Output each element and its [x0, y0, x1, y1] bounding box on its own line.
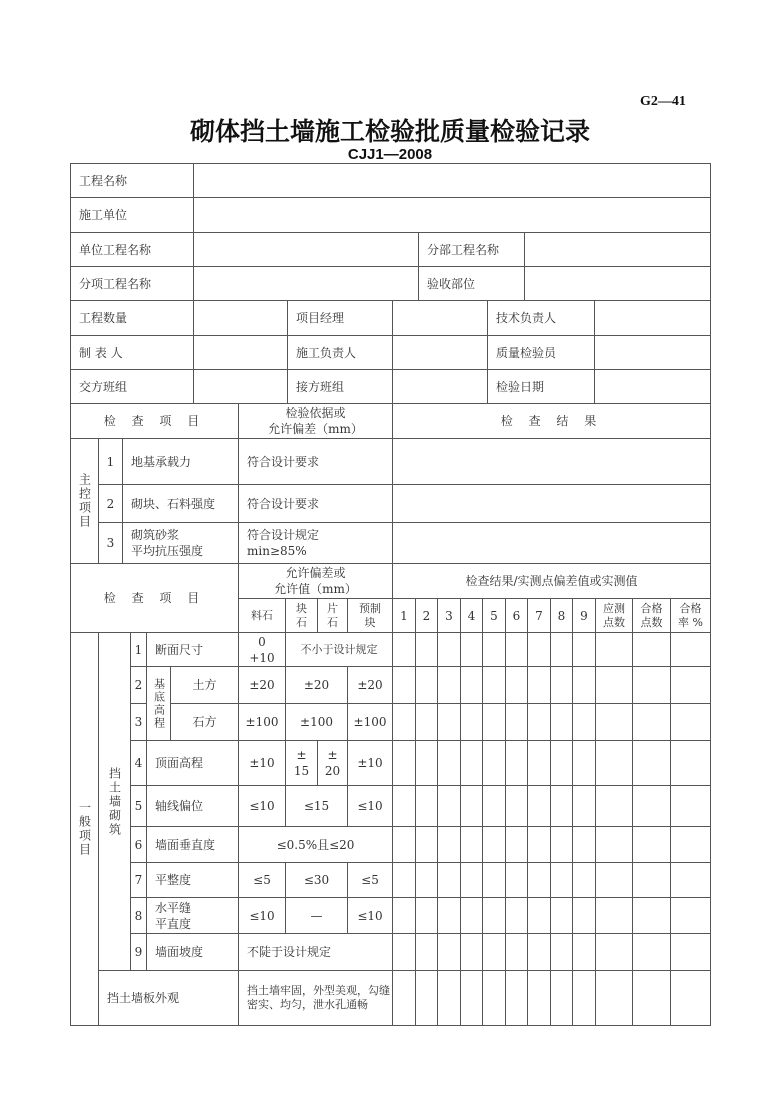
result-cell[interactable]	[437, 862, 461, 898]
result-cell[interactable]	[437, 826, 461, 863]
main-control-group-label: 主控项目	[70, 438, 99, 564]
result-cell[interactable]	[415, 970, 438, 1026]
result-cell[interactable]	[572, 740, 596, 786]
result-cell[interactable]	[415, 933, 438, 971]
result-cell[interactable]	[550, 826, 573, 863]
tol-value: ≤5	[238, 862, 286, 898]
main-control-row-item: 地基承载力	[122, 438, 239, 485]
result-cell[interactable]	[527, 666, 551, 704]
result-cell[interactable]	[572, 933, 596, 971]
result-cell[interactable]	[482, 740, 506, 786]
result-cell[interactable]	[632, 632, 671, 667]
result-cell[interactable]	[460, 632, 483, 667]
general-row-item: 石方	[170, 703, 239, 741]
result-cell[interactable]	[595, 826, 633, 863]
sub-project-field[interactable]	[524, 232, 711, 267]
tol-value: ±20	[238, 666, 286, 704]
result-cell[interactable]	[460, 703, 483, 741]
main-control-row-basis: 符合设计要求	[238, 484, 393, 523]
main-control-row-no: 1	[98, 438, 123, 485]
result-cell[interactable]	[632, 933, 671, 971]
unit-project-label: 单位工程名称	[70, 232, 194, 267]
result-cell[interactable]	[415, 826, 438, 863]
tol-value: 不陡于设计规定	[238, 933, 393, 971]
result-cell[interactable]	[670, 666, 711, 704]
result-cell[interactable]	[572, 826, 596, 863]
preparer-field[interactable]	[193, 335, 288, 370]
general-subgroup-label: 挡土墙砌筑	[98, 632, 131, 971]
result-cell[interactable]	[392, 703, 416, 741]
tol-value: ±10	[347, 740, 393, 786]
general-row-item: 轴线偏位	[146, 785, 239, 827]
result-cell[interactable]	[392, 933, 416, 971]
point-col-header: 5	[482, 598, 506, 633]
tol-value: ±10	[238, 740, 286, 786]
result-cell[interactable]	[482, 703, 506, 741]
main-control-row-result[interactable]	[392, 522, 711, 564]
general-row-no: 1	[130, 632, 147, 667]
receiver-team-field[interactable]	[392, 369, 488, 404]
result-cell[interactable]	[527, 933, 551, 971]
result-cell[interactable]	[550, 740, 573, 786]
result-cell[interactable]	[415, 785, 438, 827]
result-cell[interactable]	[505, 826, 528, 863]
stat-col-header: 应测 点数	[595, 598, 633, 633]
inspection-date-label: 检验日期	[487, 369, 595, 404]
result-cell[interactable]	[505, 933, 528, 971]
result-cell[interactable]	[392, 785, 416, 827]
result-cell[interactable]	[550, 785, 573, 827]
result-cell[interactable]	[550, 933, 573, 971]
result-cell[interactable]	[437, 970, 461, 1026]
tol-value: 0 +10	[238, 632, 286, 667]
stat-col-header: 合格 点数	[632, 598, 671, 633]
result-cell[interactable]	[572, 632, 596, 667]
result-cell[interactable]	[632, 740, 671, 786]
result-cell[interactable]	[527, 970, 551, 1026]
tol-value: —	[285, 897, 348, 934]
point-col-header: 9	[572, 598, 596, 633]
project-name-field[interactable]	[193, 163, 711, 198]
general-row-no: 7	[130, 862, 147, 898]
result-cell[interactable]	[482, 862, 506, 898]
acceptance-part-label: 验收部位	[418, 266, 525, 301]
item-project-field[interactable]	[193, 266, 419, 301]
construction-lead-label: 施工负责人	[287, 335, 393, 370]
tol-value: ≤10	[238, 897, 286, 934]
result-cell[interactable]	[460, 826, 483, 863]
contractor-field[interactable]	[193, 197, 711, 233]
acceptance-part-field[interactable]	[524, 266, 711, 301]
result-cell[interactable]	[595, 632, 633, 667]
general-row-item: 墙面垂直度	[146, 826, 239, 863]
result-cell[interactable]	[670, 826, 711, 863]
result-cell[interactable]	[460, 666, 483, 704]
result-cell[interactable]	[632, 897, 671, 934]
material-col-header: 预制 块	[347, 598, 393, 633]
result-cell[interactable]	[437, 933, 461, 971]
result-cell[interactable]	[415, 862, 438, 898]
result-cell[interactable]	[572, 703, 596, 741]
appearance-label: 挡土墙板外观	[98, 970, 239, 1026]
point-col-header: 7	[527, 598, 551, 633]
result-cell[interactable]	[550, 632, 573, 667]
result-cell[interactable]	[595, 785, 633, 827]
general-row-no: 2	[130, 666, 147, 704]
result-cell[interactable]	[595, 666, 633, 704]
main-control-row-no: 2	[98, 484, 123, 523]
qc-inspector-field[interactable]	[594, 335, 711, 370]
result-cell[interactable]	[505, 666, 528, 704]
sub-project-label: 分部工程名称	[418, 232, 525, 267]
result-cell[interactable]	[392, 740, 416, 786]
result-cell[interactable]	[392, 897, 416, 934]
general-header-item: 检 查 项 目	[70, 563, 239, 633]
result-cell[interactable]	[550, 862, 573, 898]
result-cell[interactable]	[632, 862, 671, 898]
result-cell[interactable]	[632, 666, 671, 704]
result-cell[interactable]	[505, 785, 528, 827]
tol-value: ≤0.5%且≤20	[238, 826, 393, 863]
result-cell[interactable]	[415, 740, 438, 786]
item-project-label: 分项工程名称	[70, 266, 194, 301]
result-cell[interactable]	[670, 785, 711, 827]
result-cell[interactable]	[392, 632, 416, 667]
result-cell[interactable]	[460, 933, 483, 971]
result-cell[interactable]	[437, 897, 461, 934]
result-cell[interactable]	[460, 862, 483, 898]
result-cell[interactable]	[437, 632, 461, 667]
result-cell[interactable]	[437, 703, 461, 741]
tol-value: ≤15	[285, 785, 348, 827]
result-cell[interactable]	[482, 666, 506, 704]
appearance-basis: 挡土墙牢固，外型美观，勾缝密实、均匀，泄水孔通畅	[238, 970, 393, 1026]
quantity-field[interactable]	[193, 300, 288, 336]
point-col-header: 8	[550, 598, 573, 633]
result-cell[interactable]	[572, 897, 596, 934]
result-cell[interactable]	[415, 666, 438, 704]
result-cell[interactable]	[670, 897, 711, 934]
result-cell[interactable]	[670, 632, 711, 667]
result-cell[interactable]	[460, 897, 483, 934]
result-cell[interactable]	[527, 897, 551, 934]
result-cell[interactable]	[572, 970, 596, 1026]
result-cell[interactable]	[572, 862, 596, 898]
result-cell[interactable]	[460, 970, 483, 1026]
result-cell[interactable]	[505, 632, 528, 667]
general-row-no: 3	[130, 703, 147, 741]
tol-value: ± 20	[317, 740, 348, 786]
general-row-item: 平整度	[146, 862, 239, 898]
contractor-label: 施工单位	[70, 197, 194, 233]
result-cell[interactable]	[437, 666, 461, 704]
general-header-result: 检查结果/实测点偏差值或实测值	[392, 563, 711, 599]
result-cell[interactable]	[392, 970, 416, 1026]
main-control-header-item: 检 查 项 目	[70, 403, 239, 439]
general-row-item: 水平缝 平直度	[146, 897, 239, 934]
result-cell[interactable]	[595, 862, 633, 898]
general-row-no: 8	[130, 897, 147, 934]
tech-lead-label: 技术负责人	[487, 300, 595, 336]
result-cell[interactable]	[527, 862, 551, 898]
result-cell[interactable]	[670, 862, 711, 898]
tol-value: ±20	[347, 666, 393, 704]
general-row-item: 顶面高程	[146, 740, 239, 786]
main-control-row-item: 砌筑砂浆 平均抗压强度	[122, 522, 239, 564]
result-cell[interactable]	[415, 703, 438, 741]
base-elevation-label: 基底高程	[146, 666, 171, 741]
result-cell[interactable]	[392, 862, 416, 898]
material-col-header: 片 石	[317, 598, 348, 633]
result-cell[interactable]	[572, 666, 596, 704]
point-col-header: 2	[415, 598, 438, 633]
result-cell[interactable]	[437, 740, 461, 786]
result-cell[interactable]	[437, 785, 461, 827]
tol-value: ≤10	[347, 785, 393, 827]
tol-value: 不小于设计规定	[285, 632, 393, 667]
handover-team-label: 交方班组	[70, 369, 194, 404]
general-row-no: 9	[130, 933, 147, 971]
result-cell[interactable]	[670, 933, 711, 971]
result-cell[interactable]	[460, 740, 483, 786]
main-control-row-no: 3	[98, 522, 123, 564]
main-control-row-basis: 符合设计规定 min≥85%	[238, 522, 393, 564]
point-col-header: 3	[437, 598, 461, 633]
result-cell[interactable]	[527, 740, 551, 786]
result-cell[interactable]	[527, 632, 551, 667]
result-cell[interactable]	[482, 785, 506, 827]
result-cell[interactable]	[415, 632, 438, 667]
general-row-no: 6	[130, 826, 147, 863]
result-cell[interactable]	[527, 826, 551, 863]
result-cell[interactable]	[550, 703, 573, 741]
result-cell[interactable]	[505, 897, 528, 934]
result-cell[interactable]	[550, 897, 573, 934]
result-cell[interactable]	[527, 703, 551, 741]
project-name-label: 工程名称	[70, 163, 194, 198]
point-col-header: 1	[392, 598, 416, 633]
general-row-item: 墙面坡度	[146, 933, 239, 971]
result-cell[interactable]	[632, 703, 671, 741]
result-cell[interactable]	[670, 970, 711, 1026]
construction-lead-field[interactable]	[392, 335, 488, 370]
receiver-team-label: 接方班组	[287, 369, 393, 404]
main-control-row-basis: 符合设计要求	[238, 438, 393, 485]
result-cell[interactable]	[595, 740, 633, 786]
tol-value: ± 15	[285, 740, 318, 786]
stat-col-header: 合格 率 %	[670, 598, 711, 633]
tol-value: ±100	[285, 703, 348, 741]
result-cell[interactable]	[482, 632, 506, 667]
result-cell[interactable]	[505, 862, 528, 898]
pm-field[interactable]	[392, 300, 488, 336]
result-cell[interactable]	[415, 897, 438, 934]
result-cell[interactable]	[505, 703, 528, 741]
result-cell[interactable]	[392, 826, 416, 863]
result-cell[interactable]	[670, 740, 711, 786]
preparer-label: 制 表 人	[70, 335, 194, 370]
result-cell[interactable]	[527, 785, 551, 827]
main-control-row-result[interactable]	[392, 484, 711, 523]
result-cell[interactable]	[482, 826, 506, 863]
unit-project-field[interactable]	[193, 232, 419, 267]
result-cell[interactable]	[392, 666, 416, 704]
material-col-header: 块 石	[285, 598, 318, 633]
general-row-no: 4	[130, 740, 147, 786]
main-control-row-item: 砌块、石料强度	[122, 484, 239, 523]
result-cell[interactable]	[482, 970, 506, 1026]
pm-label: 项目经理	[287, 300, 393, 336]
general-group-label: 一般项目	[70, 632, 99, 1026]
point-col-header: 4	[460, 598, 483, 633]
main-control-header-result: 检 查 结 果	[392, 403, 711, 439]
standard-code: CJJ1—2008	[347, 146, 433, 163]
result-cell[interactable]	[482, 933, 506, 971]
tol-value: ±100	[238, 703, 286, 741]
result-cell[interactable]	[505, 970, 528, 1026]
tol-value: ±100	[347, 703, 393, 741]
general-row-item: 断面尺寸	[146, 632, 239, 667]
general-header-tolerance: 允许偏差或 允许值（mm）	[238, 563, 393, 599]
page-title: 砌体挡土墙施工检验批质量检验记录	[189, 117, 590, 146]
tol-value: ≤10	[238, 785, 286, 827]
result-cell[interactable]	[595, 897, 633, 934]
result-cell[interactable]	[550, 970, 573, 1026]
result-cell[interactable]	[632, 785, 671, 827]
main-control-row-result[interactable]	[392, 438, 711, 485]
result-cell[interactable]	[550, 666, 573, 704]
form-code: G2—41	[640, 94, 686, 109]
quantity-label: 工程数量	[70, 300, 194, 336]
result-cell[interactable]	[670, 703, 711, 741]
result-cell[interactable]	[595, 703, 633, 741]
material-col-header: 料石	[238, 598, 286, 633]
tech-lead-field[interactable]	[594, 300, 711, 336]
tol-value: ≤5	[347, 862, 393, 898]
result-cell[interactable]	[632, 826, 671, 863]
result-cell[interactable]	[505, 740, 528, 786]
result-cell[interactable]	[572, 785, 596, 827]
point-col-header: 6	[505, 598, 528, 633]
general-row-no: 5	[130, 785, 147, 827]
qc-inspector-label: 质量检验员	[487, 335, 595, 370]
tol-value: ±20	[285, 666, 348, 704]
result-cell[interactable]	[595, 933, 633, 971]
tol-value: ≤30	[285, 862, 348, 898]
handover-team-field[interactable]	[193, 369, 288, 404]
result-cell[interactable]	[595, 970, 633, 1026]
result-cell[interactable]	[482, 897, 506, 934]
main-control-header-basis: 检验依据或 允许偏差（mm）	[238, 403, 393, 439]
general-row-item: 土方	[170, 666, 239, 704]
inspection-date-field[interactable]	[594, 369, 711, 404]
result-cell[interactable]	[632, 970, 671, 1026]
tol-value: ≤10	[347, 897, 393, 934]
result-cell[interactable]	[460, 785, 483, 827]
